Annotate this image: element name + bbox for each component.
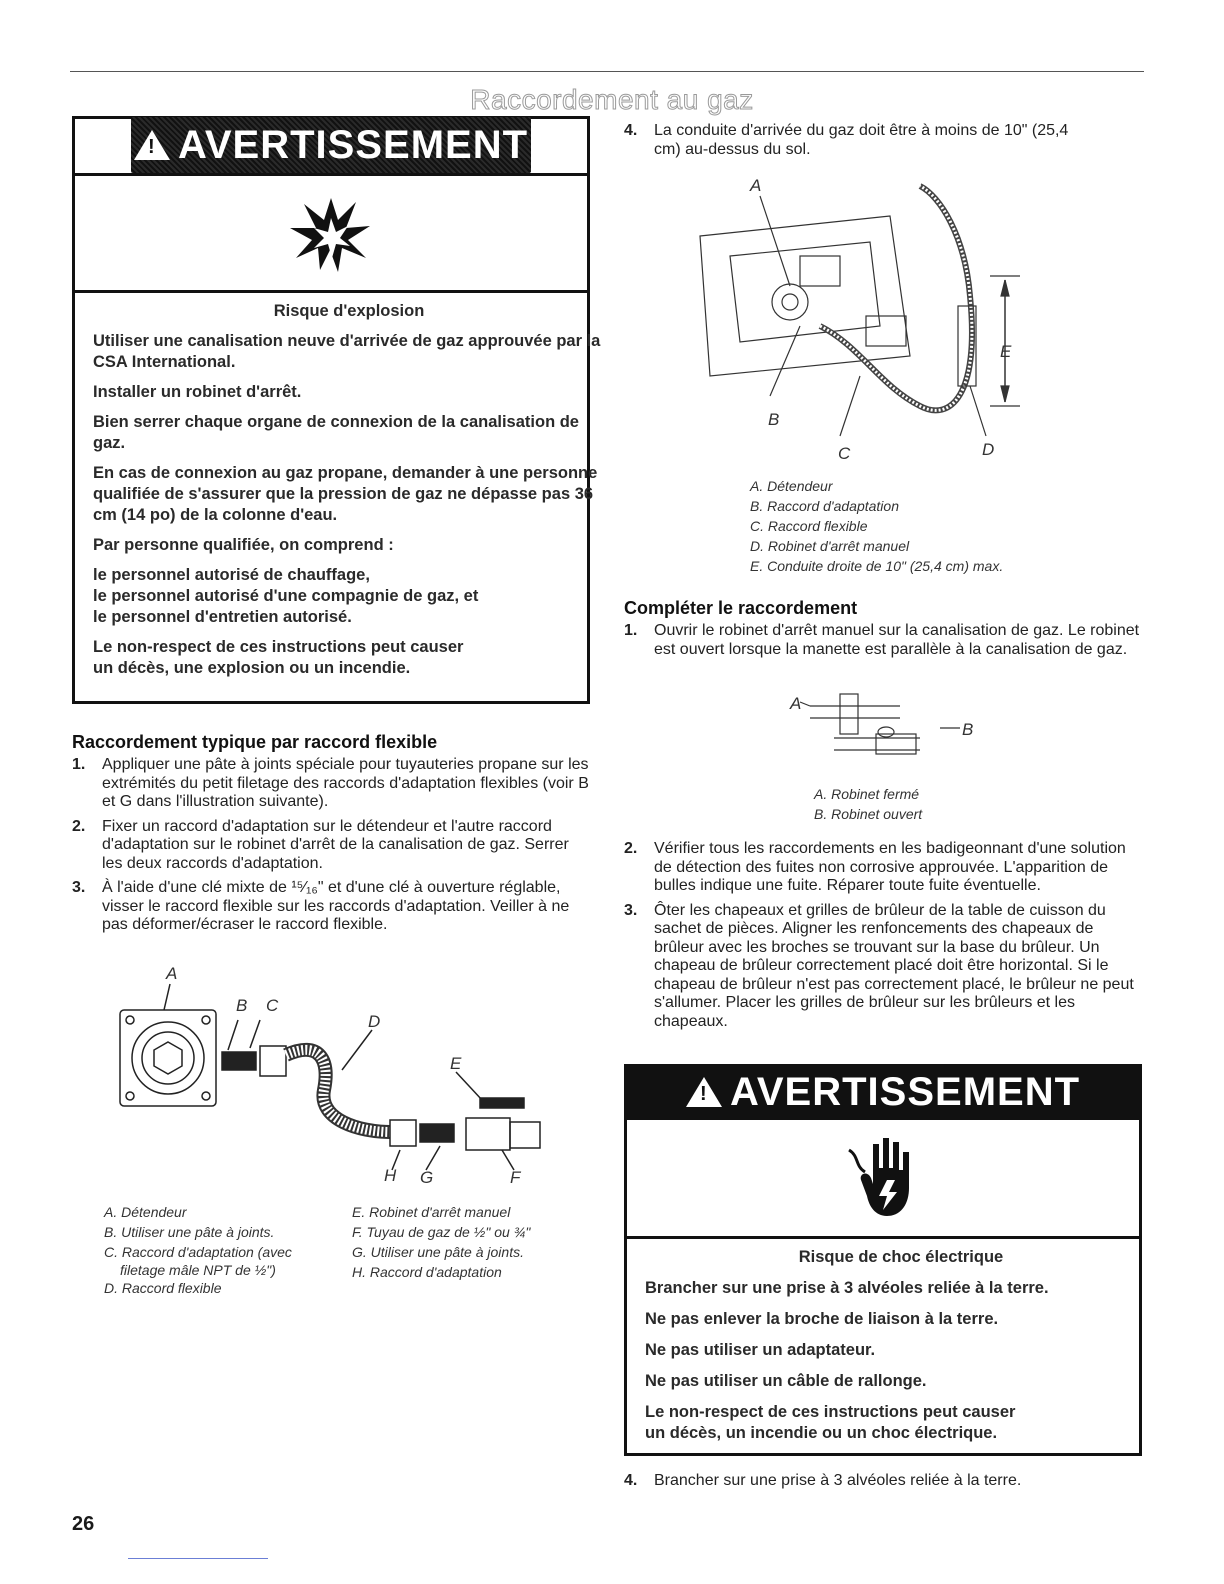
fig-label-a: A	[166, 964, 178, 983]
page-number: 26	[72, 1513, 95, 1535]
warning-box-explosion	[72, 116, 601, 704]
warning-line: Par personne qualifiée, on comprend :	[93, 536, 394, 554]
warning-line: Installer un robinet d'arrêt.	[93, 383, 302, 401]
step-number: 4.	[624, 122, 638, 139]
fig-label-b: B	[236, 996, 248, 1015]
warning-line: Brancher sur une prise à 3 alvéoles reliée à la terre.	[645, 1279, 1049, 1297]
warning-header-text: AVERTISSEMENT	[177, 122, 529, 167]
list-item	[72, 756, 592, 812]
warning-line: un décès, un incendie ou un choc électrique.	[645, 1424, 998, 1442]
fig-label-c: C	[838, 444, 851, 463]
legend-item: E. Conduite droite de 10" (25,4 cm) max.	[750, 558, 1004, 574]
list-item	[624, 840, 1140, 896]
legend-item: H. Raccord d'adaptation	[352, 1264, 502, 1280]
legend-item: B. Utiliser une pâte à joints.	[104, 1224, 275, 1240]
warning-line: Ne pas utiliser un câble de rallonge.	[645, 1372, 927, 1390]
flexible-connector-diagram	[110, 960, 570, 1190]
step-text: La conduite d'arrivée du gaz doit être à moins de 10" (25,4 cm) au-dessus du sol.	[654, 122, 1069, 158]
regulator-install-diagram	[690, 176, 1060, 466]
fig-label-g: G	[420, 1168, 434, 1187]
legend-item: C. Raccord flexible	[750, 518, 868, 534]
complete-heading: Compléter le raccordement	[624, 598, 858, 618]
step-text: Ôter les chapeaux et grilles de brûleur de la table de cuisson du sachet de pièces. Aligner les renfoncements des chapeaux de brûleur avec les broches se trouvant sur la base du brûleur. Un chapeau de brûleur correctement placé doit être horizontal. Si le chapeau de brûleur n'est pas correctement placé, le brûleur ne peut s'allumer. Placer les grilles de brûleur sur les brûleurs et les chapeaux.	[654, 901, 1134, 1030]
fig-label-d: D	[982, 440, 995, 459]
complete-step-1	[624, 622, 1140, 665]
valve-label-b: B	[962, 720, 974, 739]
typical-heading: Raccordement typique par raccord flexible	[72, 732, 438, 752]
fig-label-b: B	[768, 410, 780, 429]
warning-box-electric	[624, 1064, 1142, 1456]
legend-item: filetage mâle NPT de ½")	[120, 1262, 276, 1278]
fig-label-c: C	[266, 996, 279, 1015]
warning-triangle-icon	[686, 1077, 722, 1107]
legend-item: F. Tuyau de gaz de ½" ou ¾"	[352, 1224, 531, 1240]
warning-line: Ne pas enlever la broche de liaison à la terre.	[645, 1310, 999, 1328]
step-text: Ouvrir le robinet d'arrêt manuel sur la canalisation de gaz. Le robinet est ouvert lorsque la manette est parallèle à la canalisation de gaz.	[654, 622, 1140, 658]
step-number: 1.	[624, 622, 638, 639]
fig-label-e: E	[450, 1054, 462, 1073]
legend-item: B. Robinet ouvert	[814, 806, 923, 822]
step-number: 4.	[624, 1472, 638, 1489]
warning-triangle-icon	[134, 130, 170, 160]
complete-steps	[624, 840, 1140, 1037]
fig-label-f: F	[510, 1168, 521, 1187]
list-item	[72, 879, 592, 935]
warning-line: Risque de choc électrique	[798, 1248, 1004, 1266]
warning-line: Ne pas utiliser un adaptateur.	[645, 1341, 876, 1359]
step-number: 2.	[72, 817, 86, 835]
step-number: 3.	[72, 879, 86, 896]
step-text: Brancher sur une prise à 3 alvéoles reliée à la terre.	[654, 1472, 1022, 1489]
step-text: Fixer un raccord d'adaptation sur le détendeur et l'autre raccord d'adaptation sur le robinet d'arrêt de la canalisation de gaz. Serrer les deux raccords d'adaptation.	[102, 817, 569, 872]
warning-line: Le non-respect de ces instructions peut causer	[645, 1403, 1016, 1421]
section-title: Raccordement au gaz	[470, 84, 754, 115]
warning-line: le personnel d'entretien autorisé.	[93, 608, 352, 626]
fig-label-d: D	[368, 1012, 381, 1031]
list-item	[624, 122, 1084, 159]
right-legend	[750, 476, 1003, 576]
fig-label-h: H	[384, 1166, 397, 1185]
warning-line: le personnel autorisé de chauffage,	[93, 566, 370, 584]
valve-diagram	[790, 688, 990, 778]
warning-icon-row	[627, 1120, 1139, 1239]
warning-line: un décès, une explosion ou un incendie.	[93, 659, 411, 677]
step-text: À l'aide d'une clé mixte de ¹⁵⁄₁₆" et d'une clé à ouverture réglable, visser le raccord flexible sur les raccords d'adaptation. Veiller à ne pas déformer/écraser le raccord flexible.	[102, 879, 570, 933]
legend-right	[352, 1202, 530, 1282]
warning-line: Le non-respect de ces instructions peut causer	[93, 638, 464, 656]
list-item	[72, 818, 592, 874]
step-number: 2.	[624, 840, 638, 857]
legend-item: B. Raccord d'adaptation	[750, 498, 899, 514]
warning-icon-row	[75, 173, 587, 293]
legend-item: A. Robinet fermé	[814, 786, 920, 802]
list-item	[624, 622, 1140, 659]
warning-body	[75, 287, 623, 698]
step-number: 3.	[624, 901, 638, 919]
right-step-4	[624, 122, 1084, 165]
legend-item: E. Robinet d'arrêt manuel	[352, 1204, 511, 1220]
warning-line: Bien serrer chaque organe de connexion de la canalisation de gaz.	[93, 413, 579, 452]
legend-left	[104, 1202, 292, 1298]
electric-shock-icon	[843, 1130, 923, 1226]
warning-header	[624, 1064, 1142, 1120]
warning-line: Utiliser une canalisation neuve d'arrivée de gaz approuvée par la CSA International.	[93, 332, 601, 371]
warning-body	[627, 1239, 1175, 1463]
warning-line: le personnel autorisé d'une compagnie de gaz, et	[93, 587, 479, 605]
valve-legend	[814, 784, 922, 824]
typical-steps	[72, 756, 592, 941]
top-rule	[70, 71, 1144, 72]
fig-label-e: E	[1000, 342, 1012, 361]
final-step	[624, 1472, 1140, 1497]
warning-header	[131, 117, 531, 173]
bottom-link-underline	[128, 1558, 268, 1559]
list-item	[624, 1472, 1140, 1491]
warning-line: En cas de connexion au gaz propane, demander à une personne qualifiée de s'assurer que la pression de gaz ne dépasse pas 36 cm (14 po) de la colonne d'eau.	[93, 464, 598, 524]
warning-line: Risque d'explosion	[273, 302, 425, 320]
explosion-icon	[286, 188, 376, 278]
fig-label-a: A	[750, 176, 762, 195]
step-text: Vérifier tous les raccordements en les badigeonnant d'une solution de détection des fuites non corrosive approuvée. L'apparition de bulles indique une fuite. Réparer toute fuite éventuelle.	[654, 840, 1126, 894]
legend-item: A. Détendeur	[750, 478, 833, 494]
regulator-plate	[120, 1010, 216, 1106]
legend-item: G. Utiliser une pâte à joints.	[352, 1244, 524, 1260]
legend-item: A. Détendeur	[104, 1204, 187, 1220]
valve-label-a: A	[790, 694, 802, 713]
warning-header-text: AVERTISSEMENT	[729, 1069, 1081, 1114]
legend-item: D. Robinet d'arrêt manuel	[750, 538, 910, 554]
step-text: Appliquer une pâte à joints spéciale pour tuyauteries propane sur les extrémités du petit filetage des raccords d'adaptation flexibles (voir B et G dans l'illustration suivante).	[102, 756, 589, 810]
list-item	[624, 902, 1140, 1032]
legend-item: C. Raccord d'adaptation (avec	[104, 1244, 292, 1260]
legend-item: D. Raccord flexible	[104, 1280, 222, 1296]
step-number: 1.	[72, 756, 86, 773]
